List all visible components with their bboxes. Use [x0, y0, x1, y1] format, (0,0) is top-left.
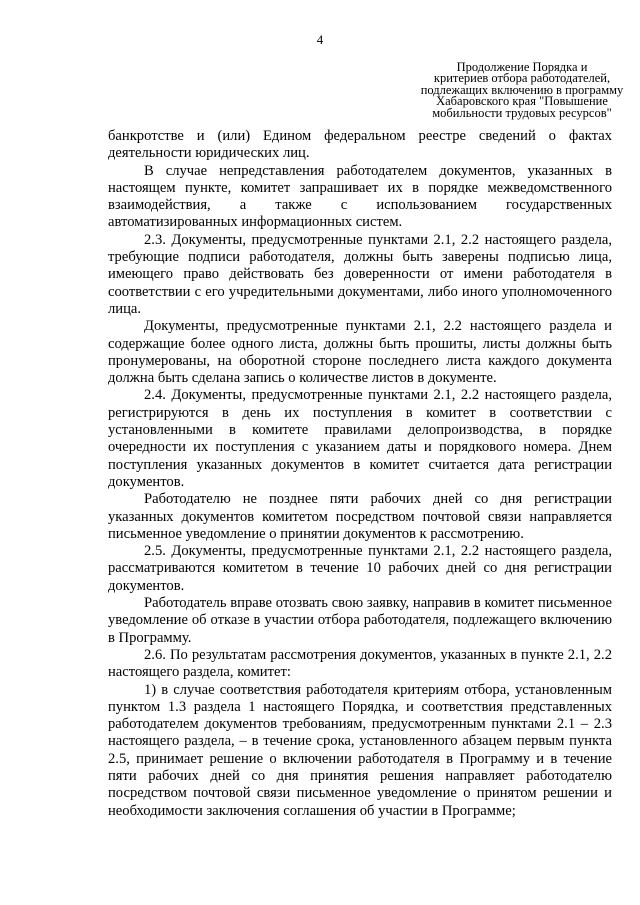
paragraph-subclause-1: 1) в случае соответствия работодателя критериям отбора, установленным пунктом 1.3 раздела 1 настоящего Порядка, и соответствия представленных работодателем документов требованиям, предусмотренным пунктами 2.1 – 2.3 настоящего раздела, – в течение срока, установленного абзацем первым пункта 2.5, принимает решение о включении работодателя в Программу и в течение пяти рабочих дней со дня принятия решения направляет работодателю посредством почтовой связи письменное уведомление о принятом решении и необходимости заключения соглашения об участии в Программе; [108, 681, 612, 819]
paragraph: Работодателю не позднее пяти рабочих дней со дня регистрации указанных документов комитетом посредством почтовой связи направляется письменное уведомление о принятии документов к рассмотрению. [108, 491, 612, 542]
paragraph-clause-2-6: 2.6. По результатам рассмотрения документов, указанных в пункте 2.1, 2.2 настоящего раздела, комитет: [108, 646, 612, 681]
paragraph: В случае непредставления работодателем документов, указанных в настоящем пункте, комитет запрашивает их в порядке межведомственного взаимодействия, а также с использованием государственных автоматизированных информационных систем. [108, 162, 612, 231]
paragraph: Документы, предусмотренные пунктами 2.1, 2.2 настоящего раздела и содержащие более одного листа, должны быть прошиты, листы должны быть пронумерованы, на оборотной стороне последнего листа каждого документа должна быть сделана запись о количестве листов в документе. [108, 318, 612, 387]
header-note-line: Хабаровского края "Повышение [436, 94, 608, 109]
document-body [108, 128, 612, 820]
document-header-note [412, 62, 632, 119]
paragraph-continuation: банкротстве и (или) Едином федеральном реестре сведений о фактах деятельности юридических лиц. [108, 128, 612, 162]
page-number: 4 [316, 32, 324, 47]
header-note-line: подлежащих включению в программу [420, 82, 624, 97]
paragraph: Работодатель вправе отозвать свою заявку, направив в комитет письменное уведомление об отказе в участии отбора работодателя, подлежащего включению в Программу. [108, 595, 612, 646]
header-note-line: мобильности трудовых ресурсов" [432, 105, 612, 120]
paragraph-clause-2-4: 2.4. Документы, предусмотренные пунктами 2.1, 2.2 настоящего раздела, регистрируются в день их поступления в комитет в соответствии с установленными в комитете правилами делопроизводства, в порядке очередности их поступления с указанием даты и порядкового номера. Днем поступления указанных документов в комитет считается дата регистрации документов. [108, 387, 612, 490]
header-note-line: критериев отбора работодателей, [433, 71, 611, 86]
paragraph-clause-2-3: 2.3. Документы, предусмотренные пунктами 2.1, 2.2 настоящего раздела, требующие подписи работодателя, должны быть заверены подписью лица, имеющего право действовать без доверенности от имени работодателя в соответствии с его учредительными документами, либо иного уполномоченного лица. [108, 231, 612, 317]
header-note-line: Продолжение Порядка и [456, 60, 588, 74]
paragraph-clause-2-5: 2.5. Документы, предусмотренные пунктами 2.1, 2.2 настоящего раздела, рассматриваются комитетом в течение 10 рабочих дней со дня регистрации документов. [108, 543, 612, 594]
